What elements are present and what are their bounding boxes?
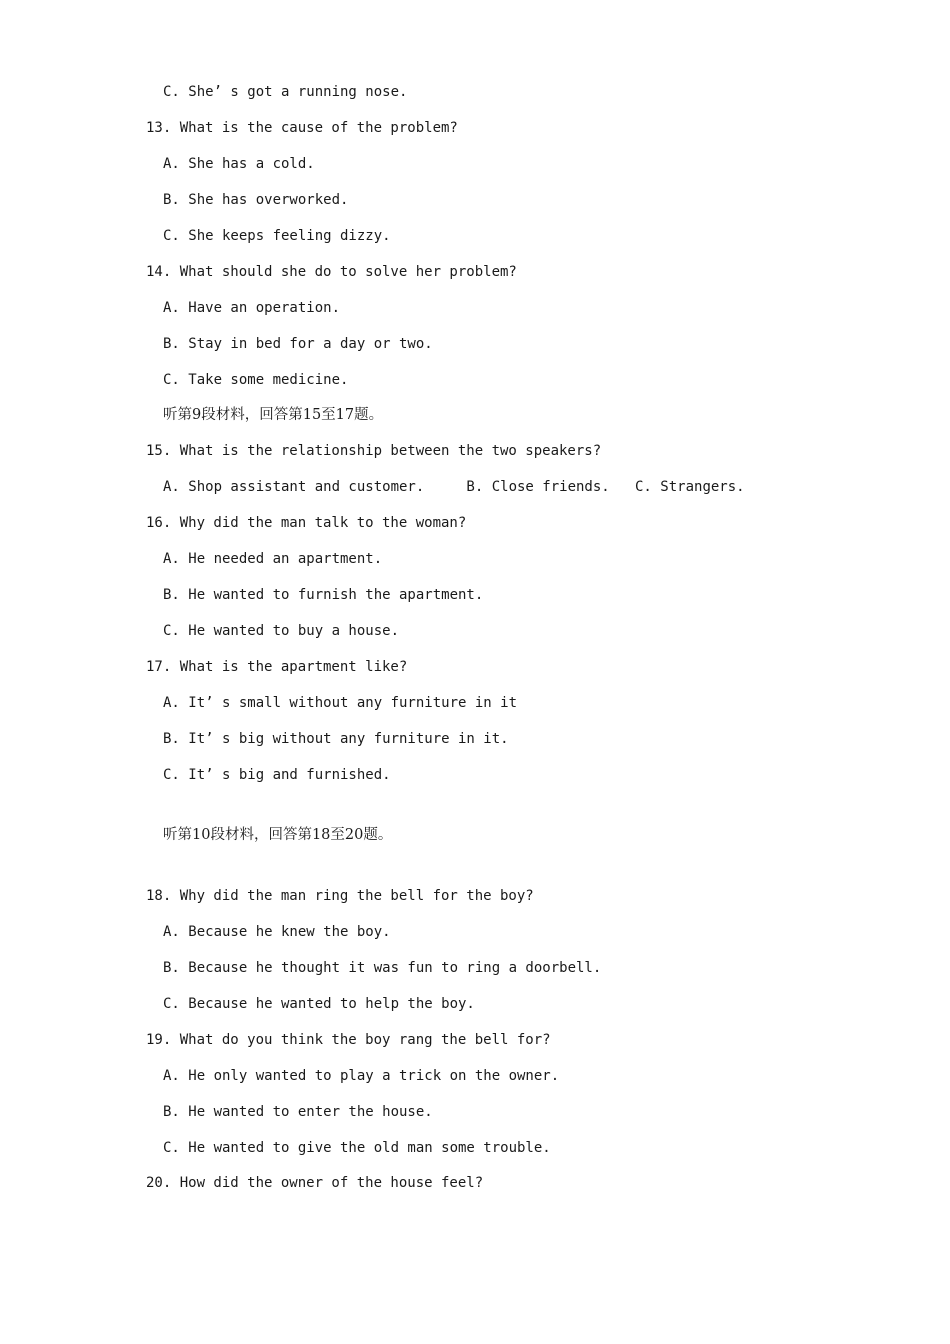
- question-17: 17. What is the apartment like?: [146, 659, 408, 675]
- option-18c: C. Because he wanted to help the boy.: [163, 996, 475, 1012]
- option-18b: B. Because he thought it was fun to ring a doorbell.: [163, 960, 602, 976]
- option-14c: C. Take some medicine.: [163, 372, 349, 388]
- option-19c: C. He wanted to give the old man some trouble.: [163, 1140, 551, 1156]
- option-16c: C. He wanted to buy a house.: [163, 623, 400, 639]
- option-18a: A. Because he knew the boy.: [163, 924, 391, 940]
- option-14a: A. Have an operation.: [163, 300, 341, 316]
- option-19b: B. He wanted to enter the house.: [163, 1104, 433, 1120]
- section-header-9: 听第9段材料，回答第15至17题。: [163, 407, 384, 423]
- option-17c: C. It’ s big and furnished.: [163, 767, 391, 783]
- option-19a: A. He only wanted to play a trick on the owner.: [163, 1068, 560, 1084]
- question-20: 20. How did the owner of the house feel?: [146, 1175, 484, 1191]
- option-16b: B. He wanted to furnish the apartment.: [163, 587, 484, 603]
- option-12c: C. She’ s got a running nose.: [163, 84, 408, 100]
- section-header-10: 听第10段材料，回答第18至20题。: [163, 827, 393, 843]
- option-13b: B. She has overworked.: [163, 192, 349, 208]
- option-16a: A. He needed an apartment.: [163, 551, 383, 567]
- options-15: A. Shop assistant and customer. B. Close friends. C. Strangers.: [163, 479, 745, 495]
- option-17b: B. It’ s big without any furniture in it.: [163, 731, 509, 747]
- question-19: 19. What do you think the boy rang the bell for?: [146, 1032, 551, 1048]
- option-13a: A. She has a cold.: [163, 156, 315, 172]
- option-17a: A. It’ s small without any furniture in it: [163, 695, 518, 711]
- question-15: 15. What is the relationship between the two speakers?: [146, 443, 602, 459]
- option-14b: B. Stay in bed for a day or two.: [163, 336, 433, 352]
- question-18: 18. Why did the man ring the bell for the boy?: [146, 888, 534, 904]
- option-13c: C. She keeps feeling dizzy.: [163, 228, 391, 244]
- question-14: 14. What should she do to solve her problem?: [146, 264, 517, 280]
- question-13: 13. What is the cause of the problem?: [146, 120, 458, 136]
- question-16: 16. Why did the man talk to the woman?: [146, 515, 467, 531]
